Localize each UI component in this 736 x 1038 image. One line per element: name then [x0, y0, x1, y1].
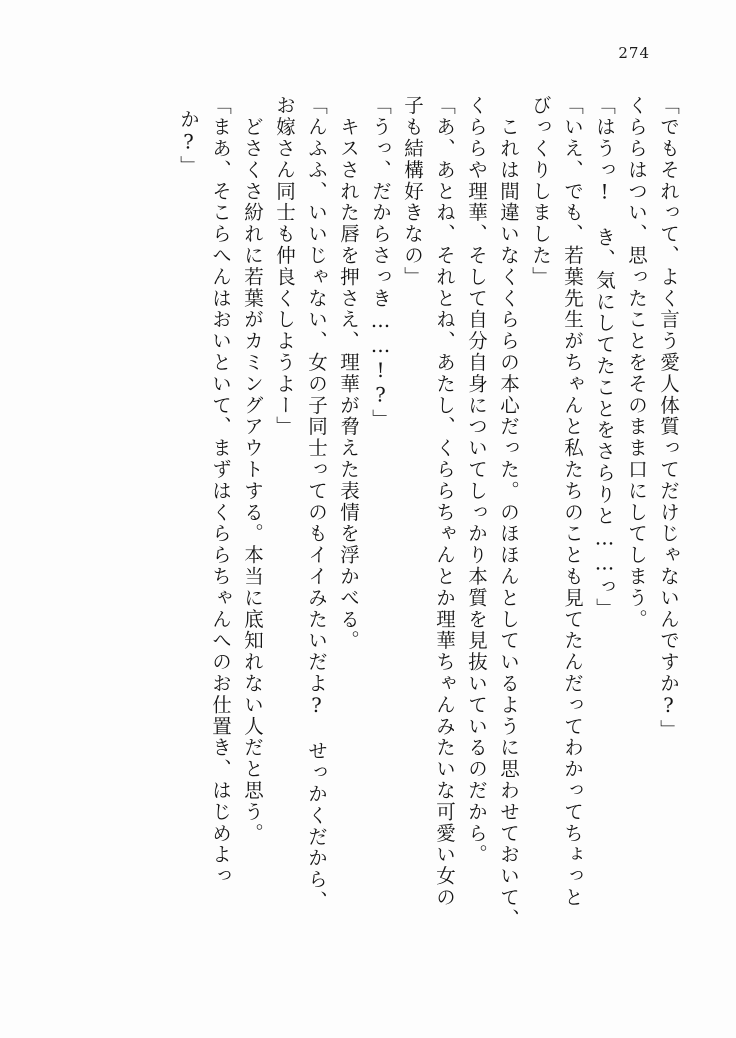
text-line: 「んふふ、いいじゃない、女の子同士ってのもイイみたいだよ? せっかくだから、: [305, 95, 328, 912]
text-line: 「はうっ! き、気にしてたことをさらりと……っ」: [593, 95, 616, 620]
text-line: 「あ、あとね、それとね、あたし、くららちゃんとか理華ちゃんみたいな可愛い女の: [433, 95, 456, 909]
text-line: くららはつい、思ったことをそのまま口にしてしまう。: [625, 95, 648, 630]
page-number: 274: [618, 44, 650, 62]
text-line: くららや理華、そして自分自身についてしっかり本質を見抜いているのだから。: [465, 95, 488, 866]
text-line: か?」: [177, 109, 200, 177]
text-line: これは間違いなくくららの本心だった。のほほんとしているように思わせておいて、: [497, 95, 520, 930]
text-line: 「でもそれって、よく言う愛人体質ってだけじゃないんですか?」: [657, 95, 680, 741]
text-line: びっくりしました」: [529, 95, 552, 288]
text-line: 子も結構好きなの」: [401, 95, 424, 288]
text-line: キスされた唇を押さえ、理華が脅えた表情を浮かべる。: [337, 95, 360, 652]
text-line: 「まあ、そこらへんはおいといて、まずはくららちゃんへのお仕置き、はじめよっ: [209, 95, 232, 887]
text-line: どさくさ紛れに若葉がカミングアウトする。本当に底知れない人だと思う。: [241, 95, 264, 844]
text-line: お嫁さん同士も仲良くしようよー」: [273, 95, 296, 438]
text-line: 「うっ、だからさっき……!?」: [369, 95, 392, 430]
vertical-text-body: [120, 95, 678, 978]
text-line: 「いえ、でも、若葉先生がちゃんと私たちのことも見てたんだってわかってちょっと: [561, 95, 584, 909]
